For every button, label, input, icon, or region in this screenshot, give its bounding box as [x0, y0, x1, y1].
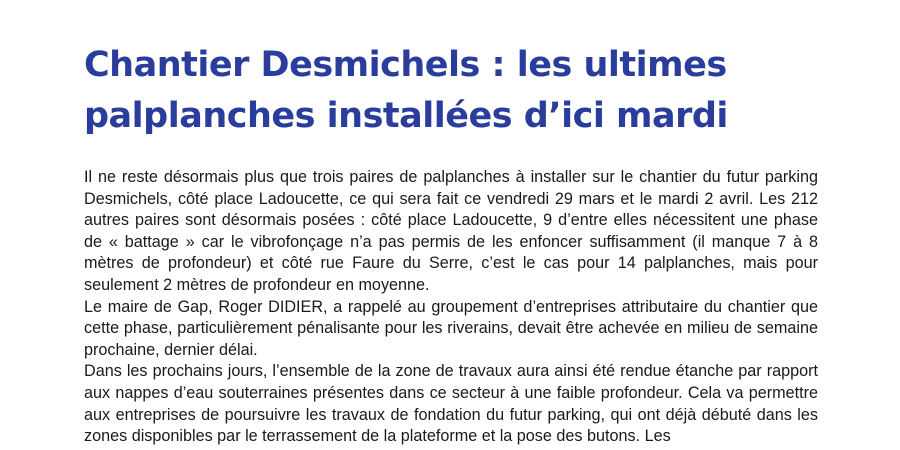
- paragraph-1: Il ne reste désormais plus que trois paires de palplanches à installer sur le chantier du futur parking Desmichels, côté place Ladoucette, ce qui sera fait ce vendredi 29 mars et le mardi 2 avril. Les 212 autres paires sont désormais posées : côté place Ladoucette, 9 d’entre elles nécessitent une phase de « battage » car le vibrofonçage n’a pas permis de les enfoncer suffisamment (il manque 7 à 8 mètres de profondeur) et côté rue Faure du Serre, c’est le cas pour 14 palplanches, mais pour seulement 2 mètres de profondeur en moyenne.: [84, 168, 818, 294]
- paragraph-2: Le maire de Gap, Roger DIDIER, a rappelé au groupement d’entreprises attributaire du chantier que cette phase, particulièrement pénalisante pour les riverains, devait être achevée en milieu de semaine prochaine, dernier délai.: [84, 297, 818, 359]
- article-title: Chantier Desmichels : les ultimes palplanches installées d’ici mardi: [84, 45, 728, 136]
- article-body: [84, 167, 818, 448]
- paragraph-3: Dans les prochains jours, l’ensemble de la zone de travaux aura ainsi été rendue étanche par rapport aux nappes d’eau souterraines présentes dans ce secteur à une faible profondeur. Cela va permettre aux entreprises de poursuivre les travaux de fondation du futur parking, qui ont déjà débuté dans les zones disponibles par le terrassement de la plateforme et la pose des butons. Les: [84, 362, 818, 446]
